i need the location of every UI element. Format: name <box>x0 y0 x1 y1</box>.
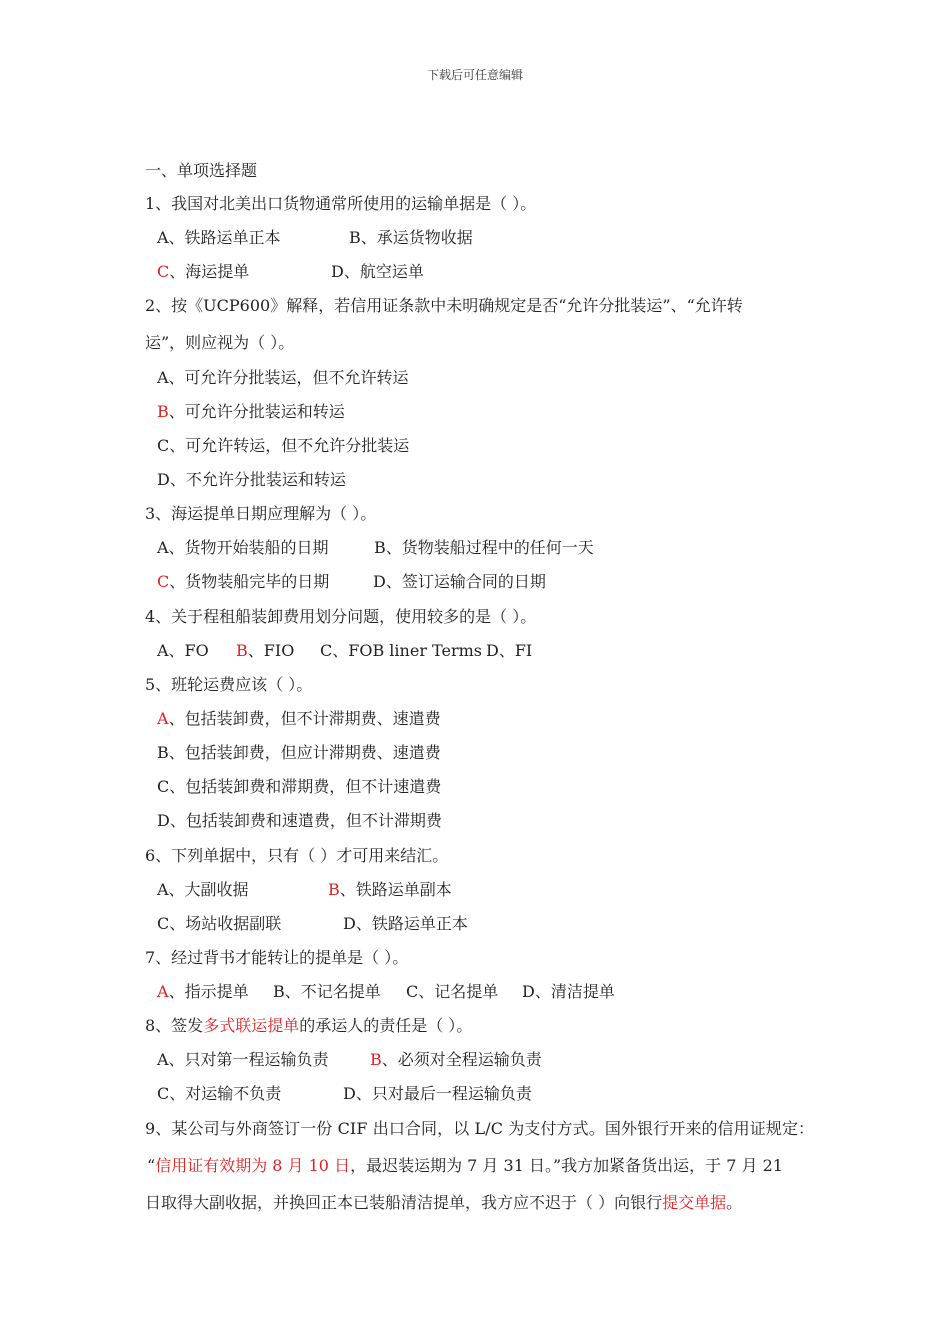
question-9-line-1: 9、某公司与外商签订一份 CIF 出口合同，以 L/C 为支付方式。国外银行开来的信用证规定： <box>145 1119 815 1138</box>
question-5-option-c: C、包括装卸费和滞期费，但不计速遣费 <box>157 777 442 796</box>
question-9-line-3 <box>145 1192 742 1214</box>
option-text: 、可允许分批装运和转运 <box>168 402 345 421</box>
option-text: 、海运提单 <box>169 262 250 281</box>
option-a: A、铁路运单正本 <box>157 228 281 247</box>
question-5-stem: 5、班轮运费应该（ ）。 <box>145 675 313 694</box>
question-1-stem: 1、我国对北美出口货物通常所使用的运输单据是（ ）。 <box>145 194 537 213</box>
stem-text: 8、签发 <box>145 1016 204 1035</box>
option-text: 、FIO <box>247 641 295 660</box>
option-a: A、只对第一程运输负责 <box>157 1050 329 1069</box>
option-b-answer <box>236 640 294 662</box>
option-text: 、指示提单 <box>168 982 249 1001</box>
option-b-answer <box>370 1049 542 1071</box>
stem-text: “ <box>147 1156 156 1175</box>
answer-letter: C <box>157 572 170 591</box>
option-c: C、记名提单 <box>406 982 499 1001</box>
answer-letter: A <box>157 982 169 1001</box>
section-title: 一、单项选择题 <box>145 161 258 180</box>
option-b: B、不记名提单 <box>273 982 381 1001</box>
option-text: 、包括装卸费，但不计滞期费、速遣费 <box>168 709 441 728</box>
question-5-option-d: D、包括装卸费和速遣费，但不计滞期费 <box>157 811 442 830</box>
stem-text: ，最迟装运期为 7 月 31 日。”我方加紧备货出运，于 7 月 21 <box>350 1156 783 1175</box>
answer-letter: A <box>157 709 169 728</box>
question-2-option-a: A、可允许分批装运，但不允许转运 <box>157 368 409 387</box>
option-d: D、清洁提单 <box>522 982 615 1001</box>
option-d: D、只对最后一程运输负责 <box>343 1084 532 1103</box>
answer-letter: B <box>328 880 340 899</box>
question-2-stem-line-2: 运”，则应视为（ ）。 <box>145 333 295 352</box>
question-2-option-c: C、可允许转运，但不允许分批装运 <box>157 436 410 455</box>
question-6-stem: 6、下列单据中，只有（ ）才可用来结汇。 <box>145 846 449 865</box>
option-c-answer <box>157 571 329 593</box>
option-c: C、FOB liner Terms <box>320 641 482 660</box>
question-5-option-b: B、包括装卸费，但应计滞期费、速遣费 <box>157 743 441 762</box>
stem-text: 。 <box>726 1193 743 1212</box>
highlighted-term: 信用证有效期为 8 月 10 日 <box>155 1156 351 1175</box>
option-c: C、场站收据副联 <box>157 914 282 933</box>
stem-text: 的承运人的责任是（ ）。 <box>299 1016 473 1035</box>
question-3-stem: 3、海运提单日期应理解为（ ）。 <box>145 504 377 523</box>
question-8-stem <box>145 1015 472 1037</box>
option-a: A、大副收据 <box>157 880 249 899</box>
question-2-stem-line-1: 2、按《UCP600》解释，若信用证条款中未明确规定是否“允许分批装运”、“允许转 <box>145 296 743 315</box>
answer-letter: B <box>370 1050 382 1069</box>
question-5-option-a-answer <box>157 708 441 730</box>
option-a-answer <box>157 981 249 1003</box>
question-7-stem: 7、经过背书才能转让的提单是（ ）。 <box>145 948 409 967</box>
option-d: D、铁路运单正本 <box>343 914 468 933</box>
highlighted-term: 提交单据 <box>662 1193 727 1212</box>
option-b: B、货物装船过程中的任何一天 <box>374 538 594 557</box>
question-2-option-b-answer <box>157 401 345 423</box>
stem-text: 日取得大副收据，并换回正本已装船清洁提单，我方应不迟于（ ）向银行 <box>145 1193 663 1212</box>
question-9-line-2 <box>147 1155 783 1177</box>
option-a: A、FO <box>157 641 209 660</box>
answer-letter: B <box>157 402 169 421</box>
answer-letter: B <box>236 641 248 660</box>
option-c: C、对运输不负责 <box>157 1084 282 1103</box>
option-d: D、FI <box>486 641 533 660</box>
highlighted-term: 多式联运提单 <box>203 1016 300 1035</box>
question-4-stem: 4、关于程租船装卸费用划分问题，使用较多的是（ ）。 <box>145 607 537 626</box>
answer-letter: C <box>157 262 170 281</box>
option-d: D、签订运输合同的日期 <box>373 572 546 591</box>
option-b: B、承运货物收据 <box>349 228 473 247</box>
option-text: 、货物装船完毕的日期 <box>169 572 330 591</box>
question-2-option-d: D、不允许分批装运和转运 <box>157 470 346 489</box>
option-d: D、航空运单 <box>331 262 424 281</box>
page-header: 下载后可任意编辑 <box>426 68 523 82</box>
option-text: 、铁路运单副本 <box>339 880 452 899</box>
option-b-answer <box>328 879 452 901</box>
option-text: 、必须对全程运输负责 <box>381 1050 542 1069</box>
option-c-answer <box>157 261 249 283</box>
option-a: A、货物开始装船的日期 <box>157 538 329 557</box>
